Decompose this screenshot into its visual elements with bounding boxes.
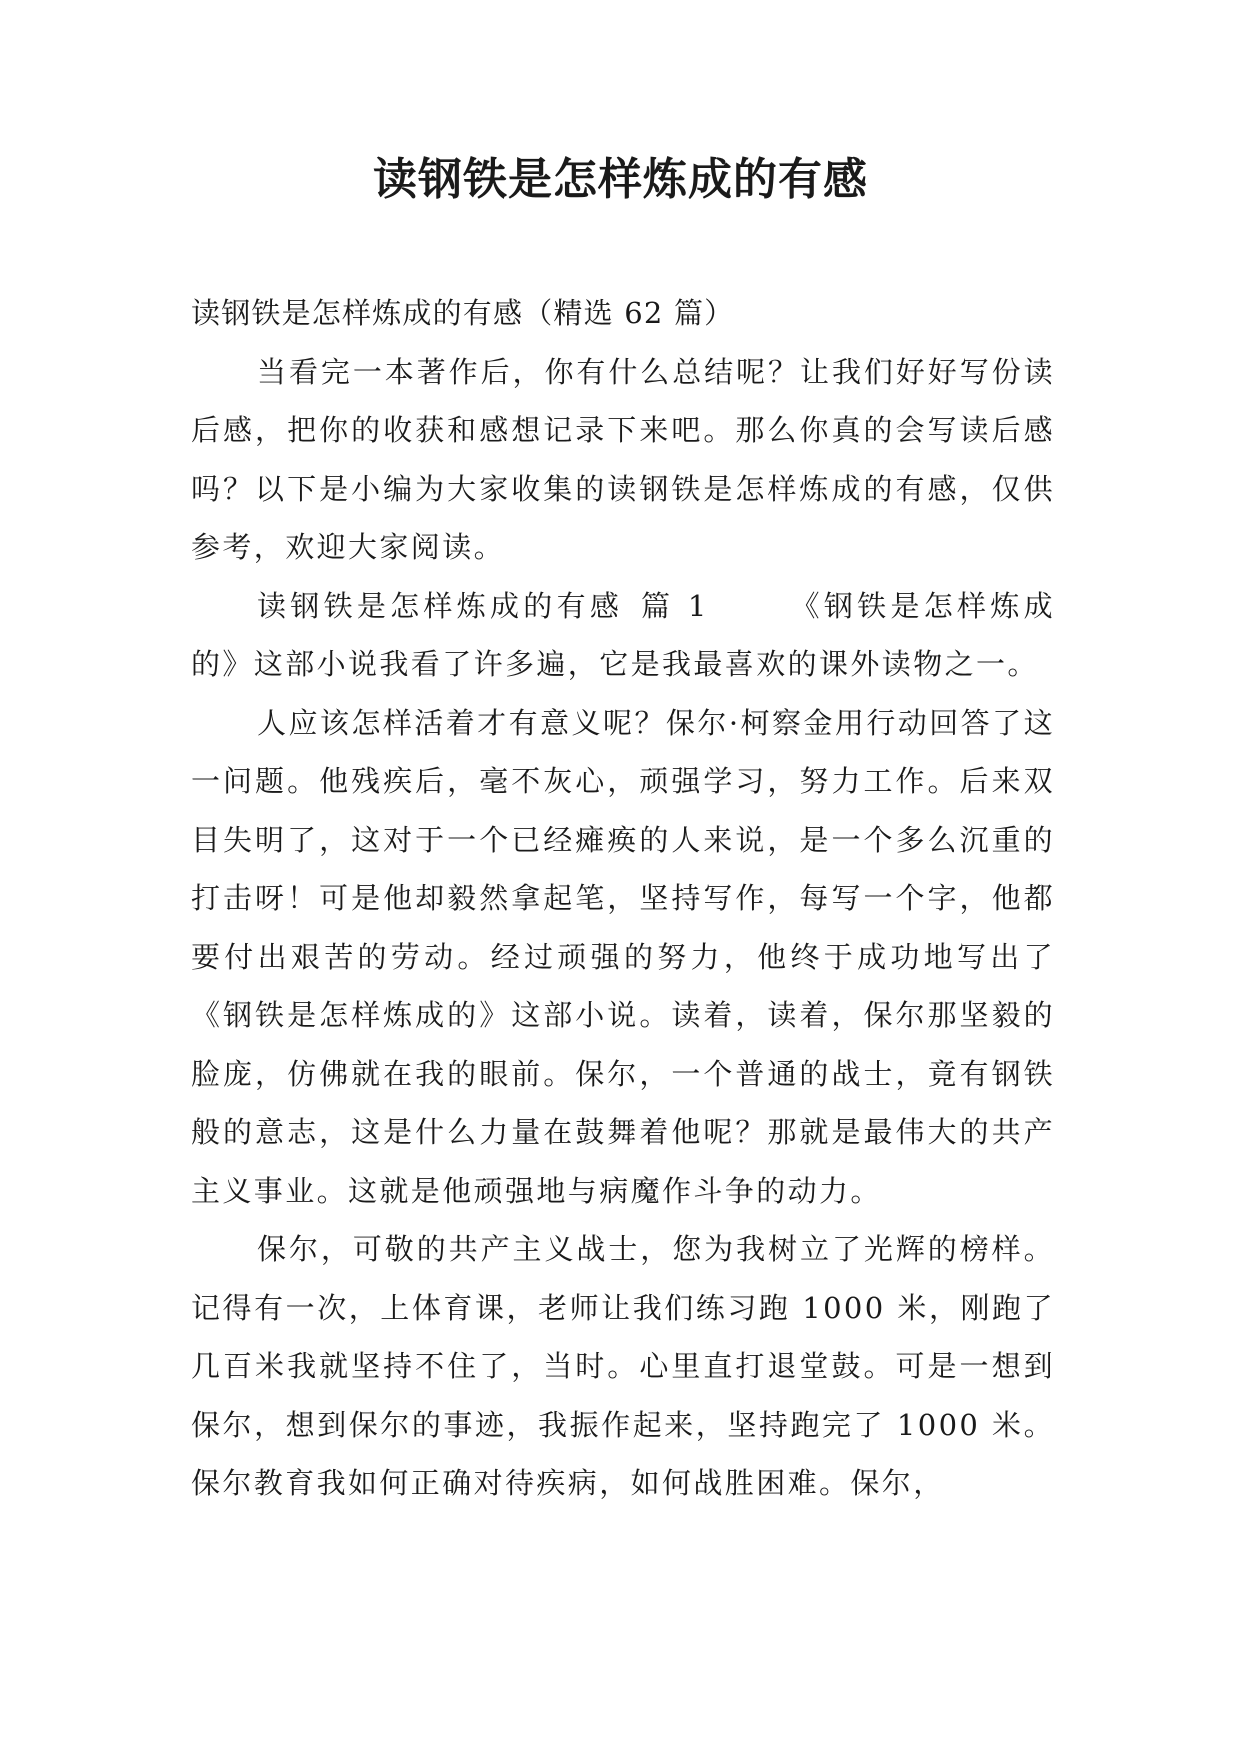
document-title: 读钢铁是怎样炼成的有感 (373, 154, 868, 205)
body-paragraph: 人应该怎样活着才有意义呢？保尔·柯察金用行动回答了这一问题。他残疾后，毫不灰心，顽强学习，努力工作。后来双目失明了，这对于一个已经瘫痪的人来说，是一个多么沉重的打击呀！可是他却毅然拿起笔，坚持写作，每写一个字，他都要付出艰苦的劳动。经过顽强的努力，他终于成功地写出了《钢铁是怎样炼成的》这部小说。读着，读着，保尔那坚毅的脸庞，仿佛就在我的眼前。保尔，一个普通的战士，竟有钢铁般的意志，这是什么力量在鼓舞着他呢？那就是最伟大的共产主义事业。这就是他顽强地与病魔作斗争的动力。 (191, 705, 1055, 1208)
document-subtitle: 读钢铁是怎样炼成的有感（精选 62 篇） (191, 296, 735, 330)
section-1-paragraph (191, 577, 1055, 694)
intro-paragraph: 当看完一本著作后，你有什么总结呢？让我们好好写份读后感，把你的收获和感想记录下来吧。那么你真的会写读后感吗？以下是小编为大家收集的读钢铁是怎样炼成的有感，仅供参考，欢迎大家阅读。 (191, 354, 1055, 564)
section-1-text: 《钢铁是怎样炼成的》这部小说我看了许多遍，它是我最喜欢的课外读物之一。 (191, 588, 1056, 681)
body-paragraph: 保尔，可敬的共产主义战士，您为我树立了光辉的榜样。记得有一次，上体育课，老师让我们练习跑 1000 米，刚跑了几百米我就坚持不住了，当时。心里直打退堂鼓。可是一想到保尔，想到保尔的事迹，我振作起来，坚持跑完了 1000 米。保尔教育我如何正确对待疾病，如何战胜困难。保尔， (191, 1232, 1055, 1500)
section-1-number: 篇 1 (639, 588, 709, 623)
section-1-heading: 读钢铁是怎样炼成的有感 (257, 588, 624, 623)
document-body (191, 284, 1055, 1513)
